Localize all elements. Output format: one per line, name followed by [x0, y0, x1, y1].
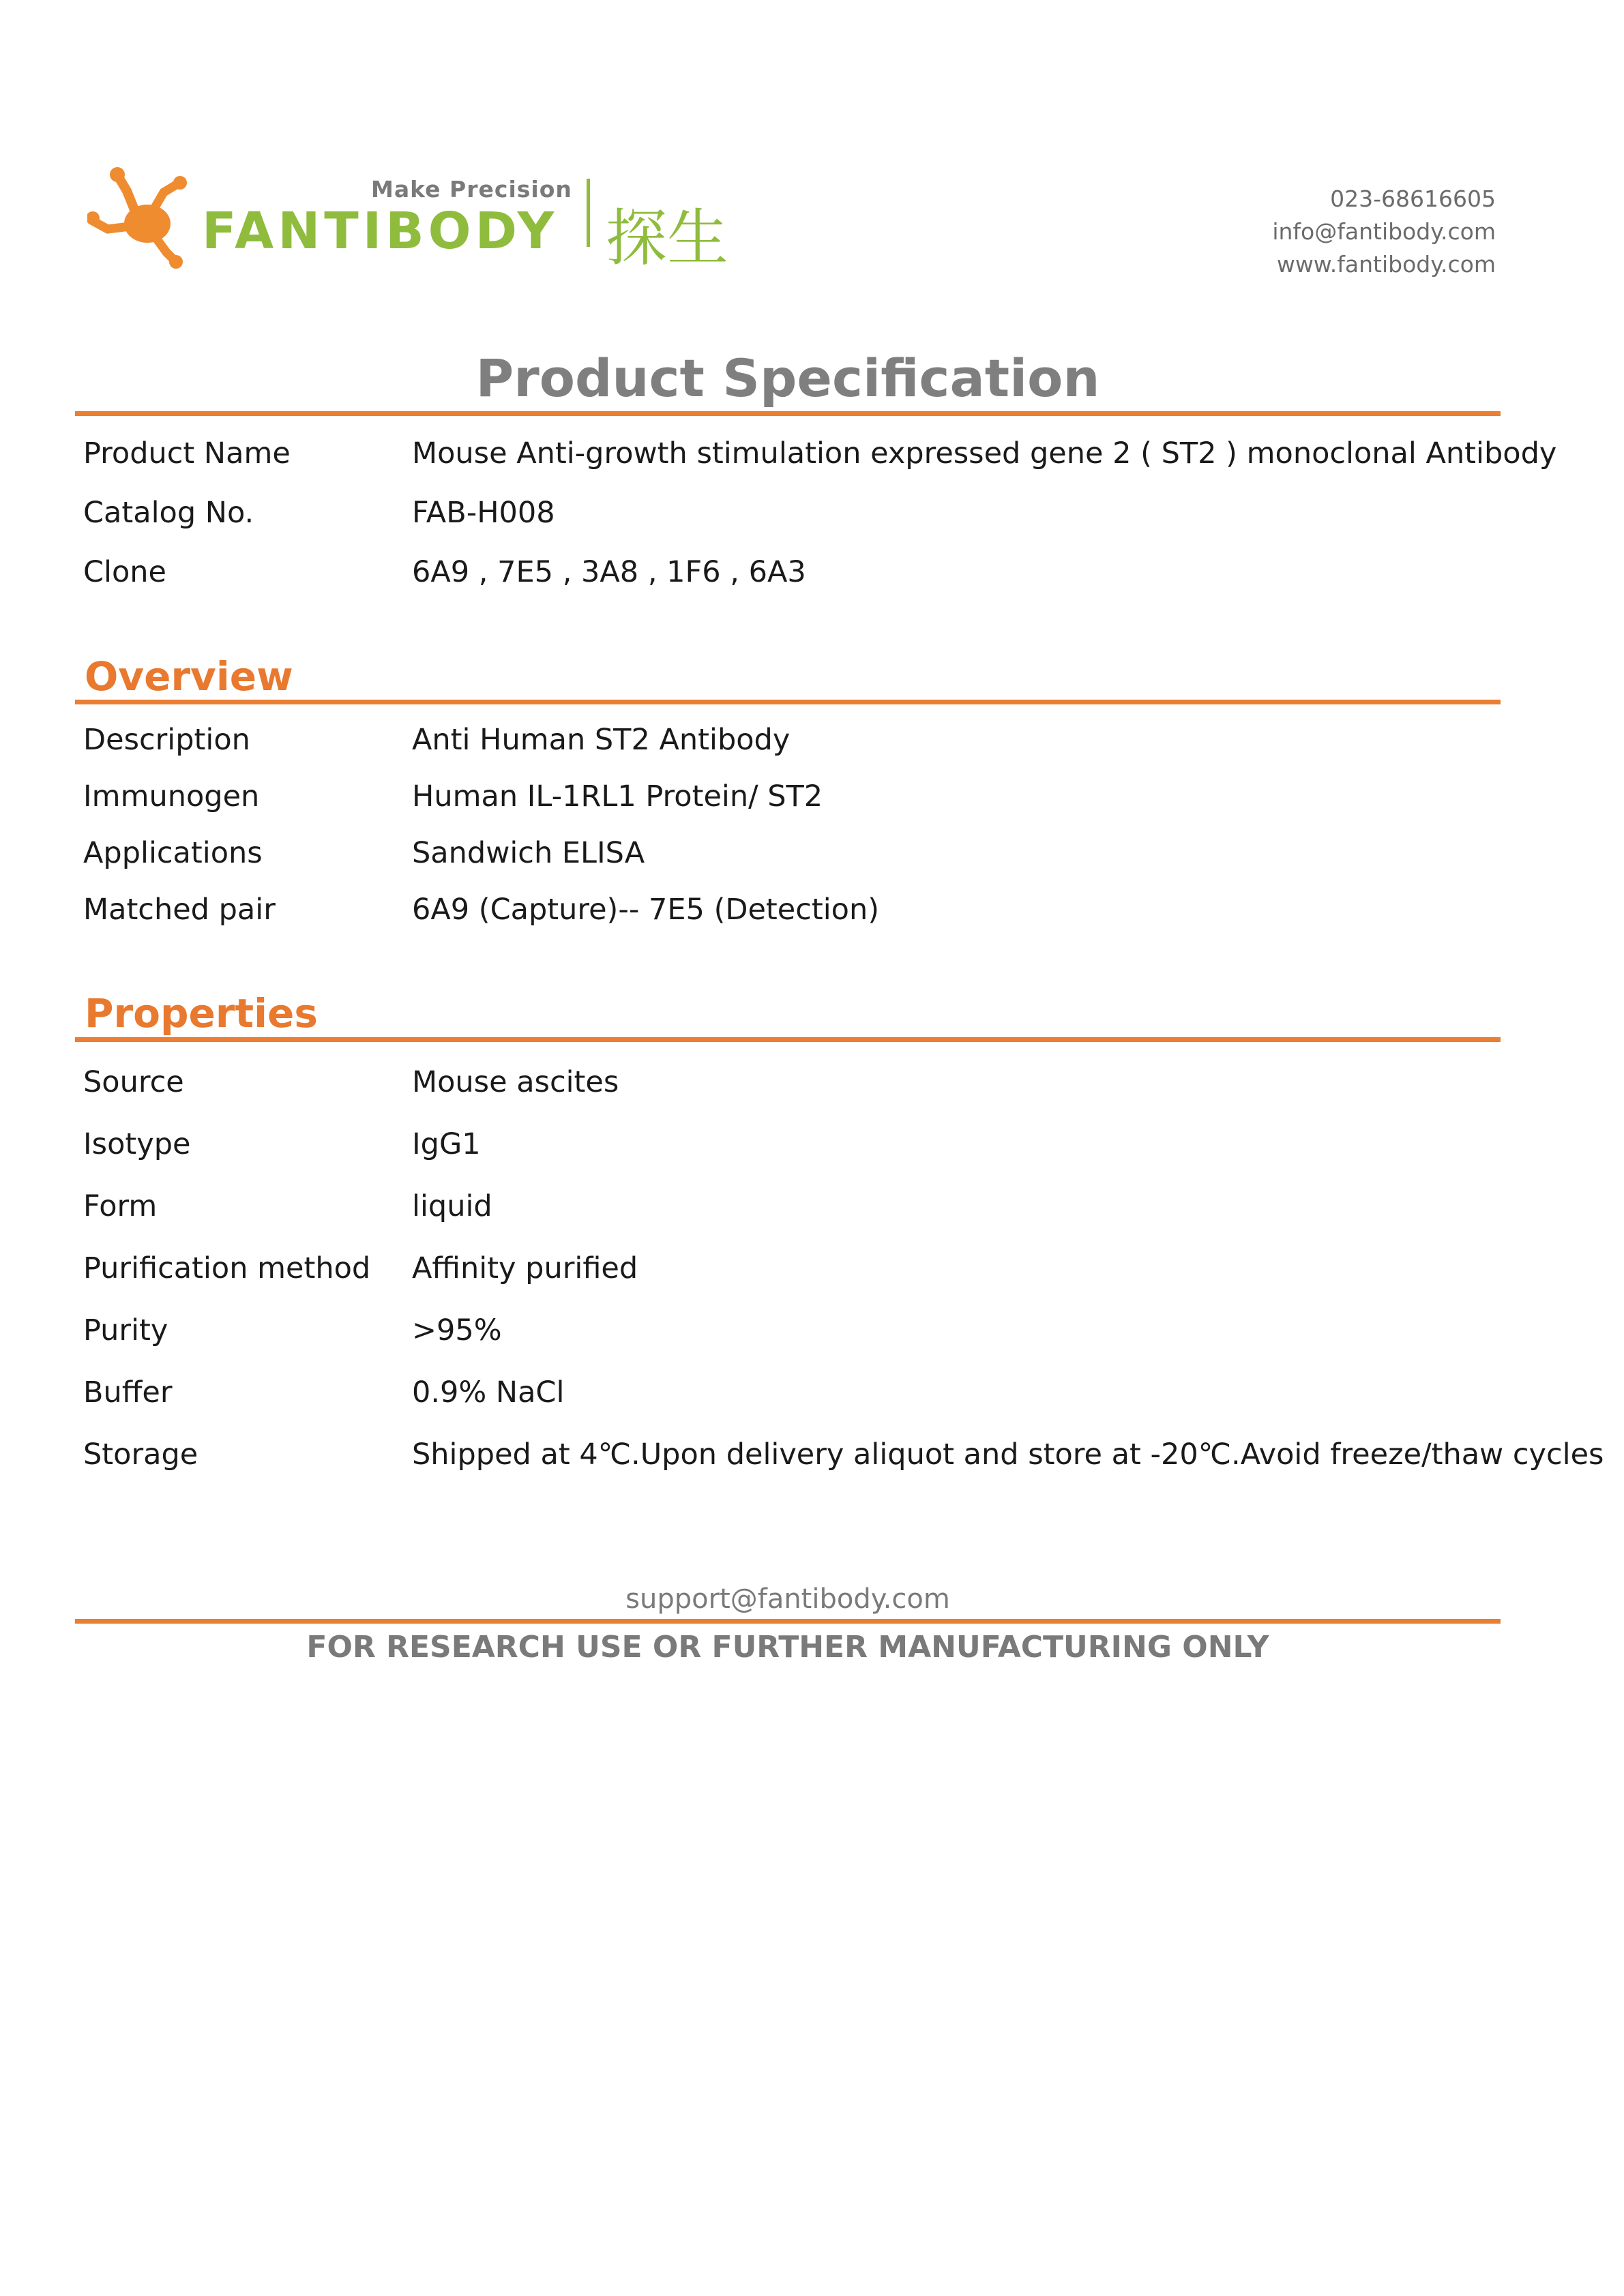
immunogen-label: Immunogen: [83, 779, 260, 814]
isotype-value: IgG1: [412, 1127, 481, 1161]
footer-disclaimer: FOR RESEARCH USE OR FURTHER MANUFACTURING ONLY: [306, 1630, 1269, 1665]
applications-value: Sandwich ELISA: [412, 836, 645, 870]
description-label: Description: [83, 723, 250, 757]
applications-label: Applications: [83, 836, 263, 870]
page-title: Product Specification: [475, 348, 1100, 408]
frog-icon: [87, 164, 196, 273]
clone-value: 6A9 , 7E5 , 3A8 , 1F6 , 6A3: [412, 555, 806, 589]
logo-tagline: Make Precision: [371, 176, 572, 203]
clone-label: Clone: [83, 555, 166, 589]
product-name-value: Mouse Anti-growth stimulation expressed gene 2 ( ST2 ) monoclonal Antibody: [412, 436, 1557, 471]
company-logo: [87, 164, 735, 273]
source-value: Mouse ascites: [412, 1065, 619, 1099]
matched-pair-label: Matched pair: [83, 893, 276, 927]
logo-chinese-name: 探生: [606, 203, 728, 274]
description-value: Anti Human ST2 Antibody: [412, 723, 791, 757]
storage-value: Shipped at 4℃.Upon delivery aliquot and store at -20℃.Avoid freeze/thaw cycles: [412, 1437, 1604, 1472]
overview-divider: [75, 700, 1501, 704]
contact-phone: 023-68616605: [1330, 185, 1496, 212]
logo-divider: [587, 179, 590, 247]
support-email[interactable]: support@fantibody.com: [625, 1583, 950, 1615]
matched-pair-value: 6A9 (Capture)-- 7E5 (Detection): [412, 893, 880, 927]
form-label: Form: [83, 1189, 158, 1223]
footer-divider: [75, 1619, 1501, 1624]
catalog-no-value: FAB-H008: [412, 496, 555, 530]
purity-label: Purity: [83, 1313, 168, 1347]
isotype-label: Isotype: [83, 1127, 191, 1161]
catalog-no-label: Catalog No.: [83, 496, 254, 530]
contact-website[interactable]: www.fantibody.com: [1276, 251, 1496, 278]
immunogen-value: Human IL-1RL1 Protein/ ST2: [412, 779, 823, 814]
purification-value: Affinity purified: [412, 1251, 638, 1285]
buffer-label: Buffer: [83, 1375, 173, 1410]
properties-heading: Properties: [85, 990, 318, 1037]
title-divider: [75, 411, 1501, 416]
properties-divider: [75, 1037, 1501, 1042]
contact-block: [1272, 183, 1496, 281]
purity-value: >95%: [412, 1313, 502, 1347]
purification-label: Purification method: [83, 1251, 371, 1285]
product-name-label: Product Name: [83, 436, 291, 471]
contact-email[interactable]: info@fantibody.com: [1272, 218, 1496, 245]
overview-heading: Overview: [85, 653, 293, 700]
logo-brand-name: FANTIBODY: [202, 202, 559, 260]
storage-label: Storage: [83, 1437, 198, 1472]
source-label: Source: [83, 1065, 184, 1099]
buffer-value: 0.9% NaCl: [412, 1375, 565, 1410]
form-value: liquid: [412, 1189, 492, 1223]
